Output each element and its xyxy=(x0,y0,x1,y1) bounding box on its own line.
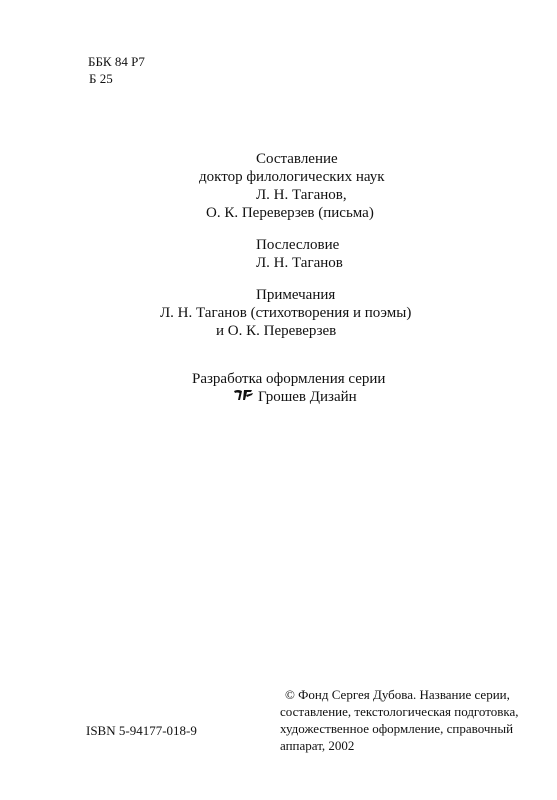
author-sign: Б 25 xyxy=(89,71,113,86)
series-design-name: Грошев Дизайн xyxy=(258,389,357,405)
groshev-design-logo-icon xyxy=(232,388,254,402)
bbk-code: ББК 84 Р7 xyxy=(88,54,145,69)
compilation-heading: Составление xyxy=(256,151,338,167)
series-design-heading: Разработка оформления серии xyxy=(192,371,386,387)
copyright-notice xyxy=(280,686,519,754)
copyright-line: © Фонд Сергея Дубова. Название серии, xyxy=(285,687,510,702)
isbn: ISBN 5-94177-018-9 xyxy=(86,723,197,738)
series-design-line xyxy=(232,388,357,407)
copyright-line: аппарат, 2002 xyxy=(280,738,355,753)
copyright-line: художественное оформление, справочный xyxy=(280,721,514,736)
compilation-line: доктор филологических наук xyxy=(199,169,385,185)
afterword-heading: Послесловие xyxy=(256,237,340,253)
notes-heading: Примечания xyxy=(256,287,336,303)
compilation-line: О. К. Переверзев (письма) xyxy=(206,205,374,221)
compilation-line: Л. Н. Таганов, xyxy=(256,187,347,203)
notes-line: и О. К. Переверзев xyxy=(216,323,337,339)
copyright-line: составление, текстологическая подготовка, xyxy=(280,704,519,719)
catalog-codes xyxy=(88,53,145,87)
notes-line: Л. Н. Таганов (стихотворения и поэмы) xyxy=(160,305,412,321)
afterword-line: Л. Н. Таганов xyxy=(256,255,343,271)
